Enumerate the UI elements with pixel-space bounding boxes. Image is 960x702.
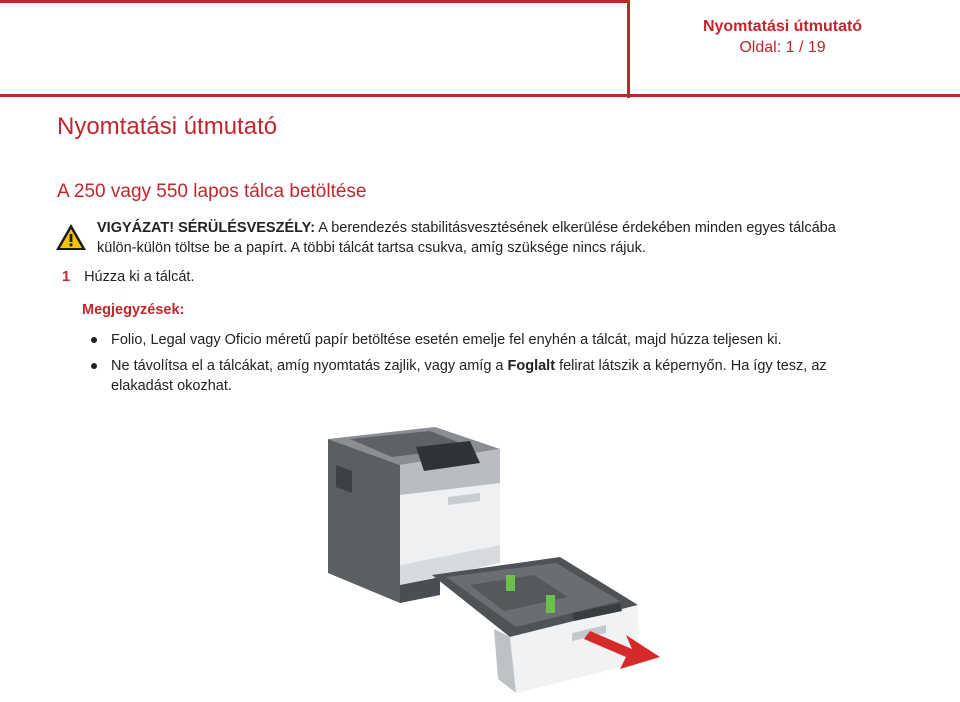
caution-prefix: VIGYÁZAT! SÉRÜLÉSVESZÉLY: [97,220,316,236]
step-text: Húzza ki a tálcát. [84,269,195,285]
note-text-after: felirat látszik a képernyőn. Ha így tesz, az elakadást okozhat. [111,358,827,394]
document-title: Nyomtatási útmutató [57,113,278,140]
caution-message [97,218,877,258]
printer-tray-illustration [320,425,665,697]
page-number: Oldal: 1 / 19 [739,39,826,56]
list-item [82,330,862,350]
header-divider [627,0,630,98]
note-text-before: Ne távolítsa el a tálcákat, amíg nyomtatás zajlik, vagy amíg a [111,358,508,374]
notes-list [82,330,862,402]
header-top-rule [0,0,627,3]
step-1 [62,269,195,285]
note-text: Folio, Legal vagy Oficio méretű papír betöltése esetén emelje fel enyhén a tálcát, majd húzza teljesen ki. [111,332,782,348]
header-title: Nyomtatási útmutató [702,18,863,35]
busy-status-term: Foglalt [507,358,556,374]
caution-body: A berendezés stabilitásvesztésének elkerülése érdekében minden egyes tálcába külön-külön töltse be a papírt. A többi tálcát tartsa csukva, amíg szüksége nincs rájuk. [97,220,836,256]
list-item [82,356,862,396]
header-bottom-rule [0,94,960,97]
step-number: 1 [62,269,71,285]
section-title: A 250 vagy 550 lapos tálca betöltése [57,181,367,202]
notes-label: Megjegyzések: [82,302,185,318]
warning-triangle-icon [55,222,87,252]
